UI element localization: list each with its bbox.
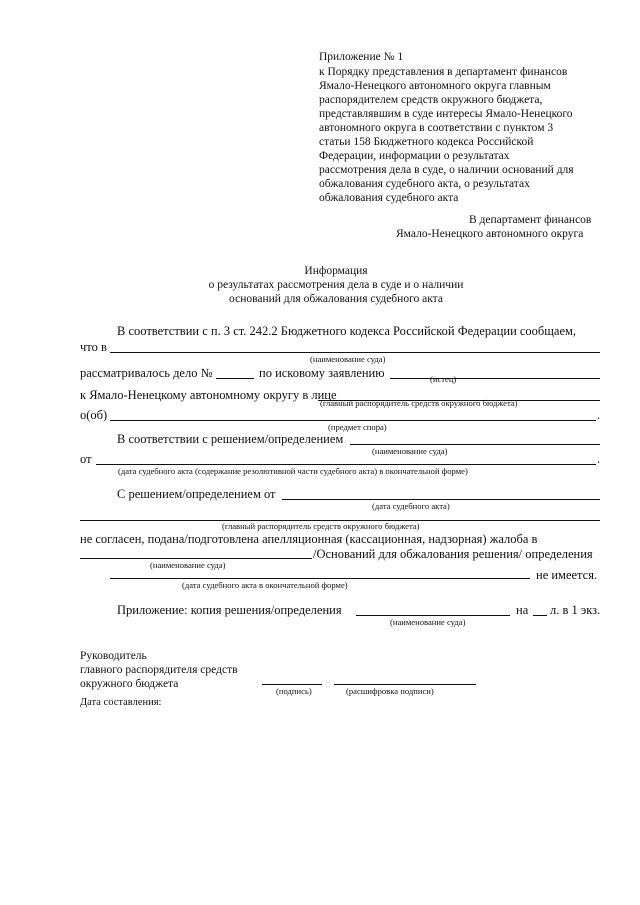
date-compiled-label: Дата составления:	[80, 697, 162, 708]
decision-content-line	[96, 464, 596, 465]
period: .	[597, 408, 601, 422]
attachment-label: Приложение: копия решения/определения	[117, 603, 342, 617]
label-on: на	[516, 603, 529, 617]
court-name-line	[110, 352, 600, 353]
appendix-line: Ямало-Ненецкого автономного округа главным	[319, 80, 551, 92]
caption-grbs-2: (главный распорядитель средств окружного бюджета)	[222, 521, 420, 531]
caption-decision-date: (дата судебного акта)	[372, 501, 450, 511]
caption-court-name-2: (наименование суда)	[372, 446, 448, 456]
appendix-line: рассмотрения дела в суде, о наличии оснований для	[319, 164, 574, 176]
no-grounds-text: /Оснований для обжалования решения/ определения	[313, 547, 593, 561]
label-case-number: рассматривалось дело №	[80, 366, 213, 380]
appendix-line: представлявшим в суде интересы Ямало-Ненецкого	[319, 108, 573, 120]
label-to-yanao: к Ямало-Ненецкому автономному округу в лице	[80, 388, 337, 402]
caption-grbs: (главный распорядитель средств окружного бюджета)	[320, 398, 518, 408]
appendix-line: Федерации, информации о результатах	[319, 150, 510, 162]
decision-date-line	[282, 499, 600, 500]
appendix-line: автономного округа в соответствии с пунктом 3	[319, 122, 554, 134]
attachment-court-line	[356, 615, 510, 616]
caption-plaintiff: (истец)	[430, 374, 457, 384]
signature-title: Руководитель	[80, 650, 147, 662]
final-act-date-line	[110, 578, 530, 579]
caption-court-name-3: (наименование суда)	[150, 560, 226, 570]
case-number-line	[216, 378, 254, 379]
caption-signature-decode: (расшифровка подписи)	[346, 686, 434, 696]
signature-title: главного распорядителя средств	[80, 664, 238, 676]
signature-line	[262, 684, 322, 685]
paragraph-decision: В соответствии с решением/определением	[117, 432, 344, 446]
appendix-line: статьи 158 Бюджетного кодекса Российской	[319, 136, 534, 148]
label-claim: по исковому заявлению	[259, 366, 385, 380]
label-about: о(об)	[80, 408, 108, 422]
pages-line	[533, 615, 547, 616]
period: .	[597, 452, 601, 466]
appeal-text: не согласен, подана/подготовлена апелляционная (кассационная, надзорная) жалоба в	[80, 532, 538, 546]
label-chto-v: что в	[80, 340, 107, 354]
appendix-line: Приложение № 1	[319, 51, 404, 63]
caption-subject: (предмет спора)	[328, 422, 387, 432]
doc-title: Информация	[304, 265, 368, 277]
appendix-line: к Порядку представления в департамент финансов	[319, 66, 568, 78]
doc-subtitle: оснований для обжалования судебного акта	[229, 293, 443, 305]
caption-court-name-4: (наименование суда)	[390, 617, 466, 627]
not-exist-text: не имеется.	[536, 568, 598, 582]
caption-court-name: (наименование суда)	[310, 354, 386, 364]
signature-title: окружного бюджета	[80, 678, 179, 690]
appendix-line: обжалования судебного акта, о результатах	[319, 178, 530, 190]
signature-decode-line	[334, 684, 476, 685]
court-name-line-2	[350, 444, 600, 445]
caption-date-content: (дата судебного акта (содержание резолютивной части судебного акта) в окончательной форме)	[118, 466, 468, 476]
appeal-court-line	[80, 558, 312, 559]
caption-final-act-date: (дата судебного акта в окончательной форме)	[182, 580, 348, 590]
plaintiff-line	[390, 378, 600, 379]
label-from: от	[80, 452, 92, 466]
appendix-line: распорядителем средств окружного бюджета,	[319, 94, 543, 106]
label-pages: л. в 1 экз.	[550, 603, 601, 617]
paragraph-intro: В соответствии с п. 3 ст. 242.2 Бюджетного кодекса Российской Федерации сообщаем,	[117, 324, 577, 338]
caption-signature: (подпись)	[276, 686, 312, 696]
addressee-line1: В департамент финансов	[469, 214, 592, 226]
addressee-line2: Ямало-Ненецкого автономного округа	[396, 228, 584, 240]
subject-line	[110, 420, 596, 421]
appendix-line: обжалования судебного акта	[319, 192, 459, 204]
paragraph-disagree: С решением/определением от	[117, 487, 276, 501]
doc-subtitle: о результатах рассмотрения дела в суде и о наличии	[208, 279, 464, 291]
